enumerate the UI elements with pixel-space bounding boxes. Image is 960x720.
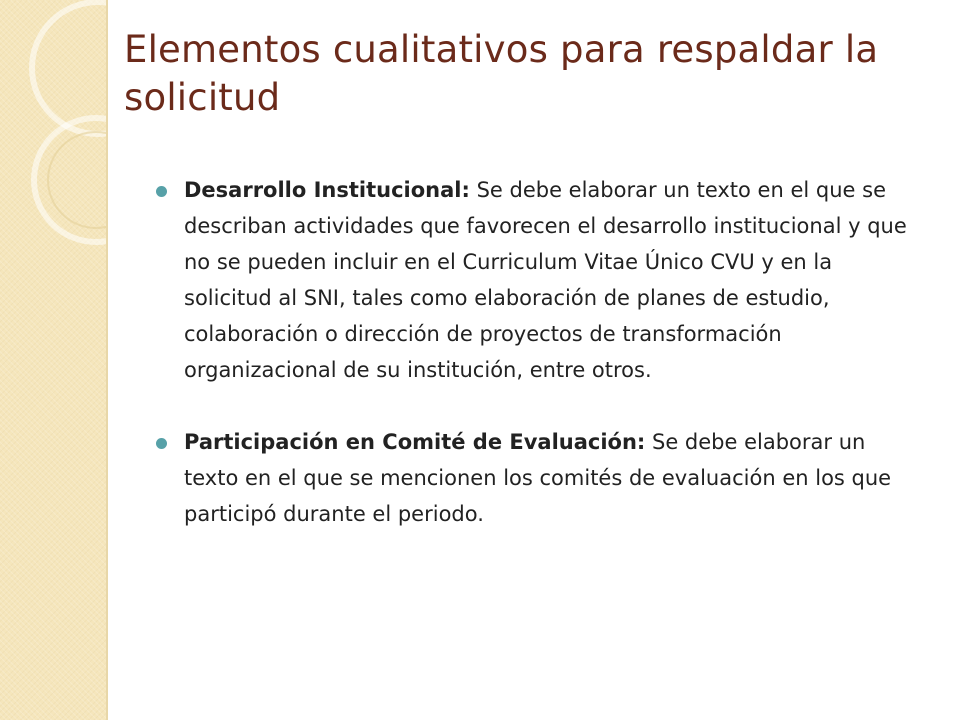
- bullet-dot-icon: [156, 438, 167, 449]
- bullet-text: Se debe elaborar un texto en el que se mencionen los comités de evaluación en los que participó durante el periodo.: [184, 430, 892, 526]
- bullet-dot-icon: [156, 186, 167, 197]
- bullet-participacion-comite: [156, 424, 916, 532]
- bullet-text: Se debe elaborar un texto en el que se describan actividades que favorecen el desarrollo institucional y que no se pueden incluir en el Curriculum Vitae Único CVU y en la solicitud al SNI, tales como elaboración de planes de estudio, colaboración o dirección de proyectos de transformación organizacional de su institución, entre otros.: [184, 178, 907, 382]
- decorative-rings-icon: [0, 0, 106, 720]
- bullet-term: Participación en Comité de Evaluación:: [184, 430, 646, 454]
- bullet-term: Desarrollo Institucional:: [184, 178, 470, 202]
- bullet-list: [156, 172, 916, 532]
- slide-title: Elementos cualitativos para respaldar la solicitud: [124, 28, 879, 119]
- decorative-side-band: [0, 0, 108, 720]
- bullet-desarrollo-institucional: [156, 172, 916, 388]
